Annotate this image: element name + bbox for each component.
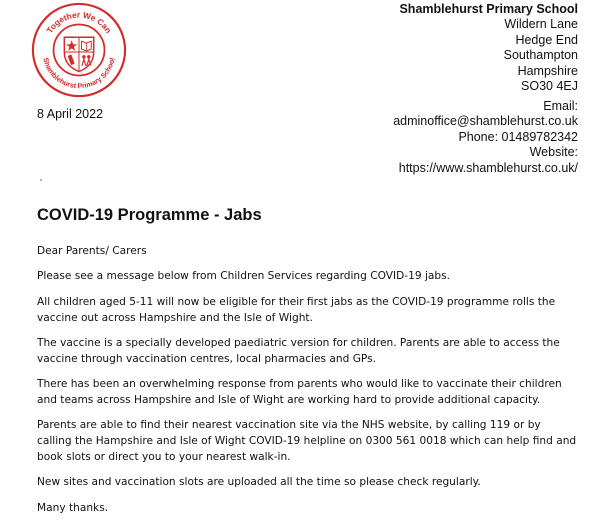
phone-number: Phone: 01489782342: [458, 129, 578, 144]
address-line: SO30 4EJ: [521, 79, 578, 94]
letter-paragraph: All children aged 5-11 will now be eligible for their first jabs as the COVID-19 programme rolls the vaccine out across Hampshire and the Isle of Wight.: [37, 295, 556, 324]
logo-school-name: Shamblehurst Primary School: [41, 57, 117, 91]
email-link[interactable]: adminoffice@shamblehurst.co.uk: [393, 114, 578, 129]
address-line: Southampton: [503, 48, 578, 63]
letter-body: [37, 244, 577, 526]
website-label: Website:: [529, 145, 578, 160]
salutation: Dear Parents/ Carers: [37, 245, 147, 257]
logo-motto: Together We Can: [44, 9, 114, 35]
address-line: Hampshire: [517, 63, 578, 78]
website-link[interactable]: https://www.shamblehurst.co.uk/: [398, 160, 578, 175]
letter-date: 8 April 2022: [37, 107, 104, 121]
school-crest-icon: [30, 1, 128, 99]
letter-paragraph: The vaccine is a specially developed paediatric version for children. Parents are able to access the vaccine through vaccination centres, local pharmacies and GPs.: [37, 336, 560, 365]
school-address: [399, 2, 578, 94]
address-line: Wildern Lane: [504, 17, 578, 32]
address-line: Hedge End: [515, 32, 578, 47]
school-name: Shamblehurst Primary School: [399, 2, 578, 16]
stray-mark: [40, 179, 42, 181]
school-logo: [30, 1, 128, 99]
letter-paragraph: There has been an overwhelming response from parents who would like to vaccinate their children and teams across Hampshire and Isle of Wight are working hard to provide additional capacity.: [37, 378, 562, 406]
closing: Many thanks.: [37, 501, 109, 514]
letter-paragraph: Please see a message below from Children Services regarding COVID-19 jabs.: [37, 270, 451, 283]
letter-title: COVID-19 Programme - Jabs: [37, 206, 262, 224]
contact-details: [393, 99, 578, 176]
letter-paragraph: Parents are able to find their nearest vaccination site via the NHS website, by calling 119 or by calling the Hampshire and Isle of Wight COVID-19 helpline on 0300 561 0018 which can help find and book slots or direct you to your nearest walk-in.: [37, 419, 577, 463]
email-label: Email:: [543, 99, 578, 113]
letter-paragraph: New sites and vaccination slots are uploaded all the time so please check regularly.: [37, 476, 481, 489]
